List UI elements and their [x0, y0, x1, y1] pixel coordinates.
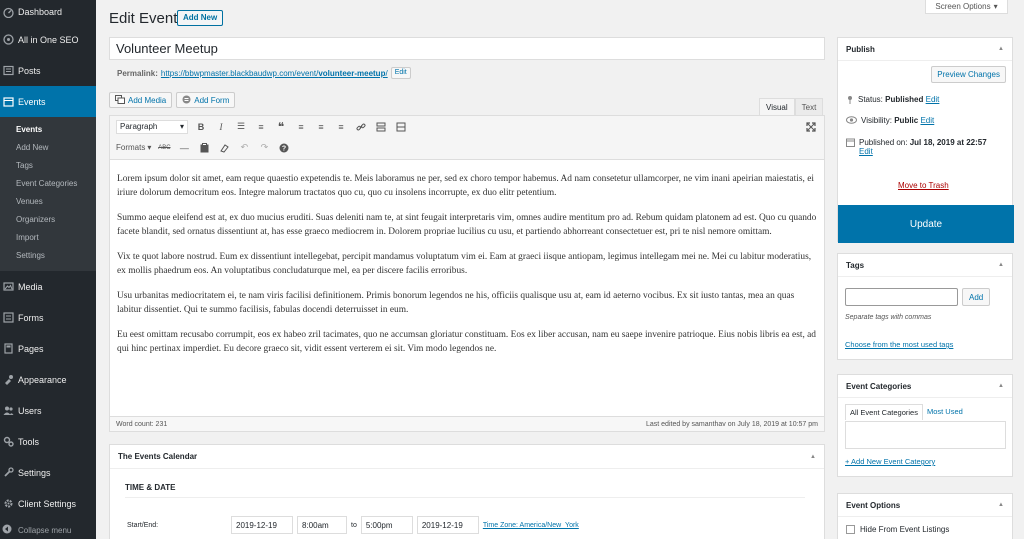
sidebar-item-client-settings[interactable] — [0, 488, 96, 519]
redo-icon[interactable]: ↷ — [260, 142, 269, 152]
content-paragraph: Summo aeque eleifend est at, ex duo mucius eruditi. Suas deleniti nam te, at sint feugait interpretaris vim, omnes audire mentitum pro ad. Rebum quidam platonem ad est. Quo cu quando facete blandit, sed ornatus dissentiunt at, has esse graeco mediocrem in. Dolorem propriae lucilius cu usu, et partiendo abhorreant consectetuer est, pri te nisl nemore omittam. — [117, 213, 817, 237]
submenu-organizers[interactable]: Organizers — [16, 215, 56, 224]
events-calendar-header[interactable] — [110, 445, 824, 469]
sidebar-item-events[interactable] — [0, 86, 96, 117]
chevron-down-icon: ▾ — [147, 143, 152, 152]
forms-icon — [2, 312, 14, 324]
bold-icon[interactable]: B — [197, 121, 205, 132]
editor-status-bar — [109, 416, 825, 432]
sidebar-item-label: Pages — [18, 343, 44, 354]
status-row — [846, 95, 1010, 106]
permalink-base: https://bbwpmaster.blackbaudwp.com/event/ — [160, 68, 319, 78]
screen-options-button[interactable] — [925, 0, 1008, 14]
content-paragraph: Usu urbanitas mediocritatem ei, te nam viris facilisi definitionem. Primis bonorum legendos ne his, officiis qualisque usu at, eam id aeterno vocibus. Ex sit iusto tantas, mea an quas labitur dissentiet. Qui te summo facilisis, fabulas docendi deterruisset in eum. — [117, 291, 795, 315]
horizontal-line-icon[interactable]: — — [179, 142, 189, 153]
visibility-row — [846, 116, 1010, 126]
paragraph-format-select[interactable] — [116, 120, 188, 134]
events-calendar-title: The Events Calendar — [118, 452, 198, 461]
align-left-icon[interactable]: ≡ — [298, 121, 304, 132]
publish-header[interactable] — [838, 38, 1012, 61]
wrench-icon — [2, 467, 14, 479]
collapse-icon — [2, 524, 14, 536]
media-icon — [2, 281, 14, 293]
collapse-arrow-icon[interactable]: ▲ — [998, 46, 1004, 52]
sidebar-item-label: Users — [18, 405, 42, 416]
page-title: Edit Event — [109, 10, 178, 27]
strikethrough-icon[interactable]: ABC — [158, 144, 171, 151]
sidebar-item-label: Forms — [18, 312, 44, 323]
add-media-button[interactable] — [109, 92, 172, 108]
appearance-icon — [2, 374, 14, 386]
tags-box — [837, 253, 1013, 360]
hide-from-listings-row — [846, 525, 949, 534]
bullet-list-icon[interactable]: ☰ — [236, 121, 246, 131]
undo-icon[interactable]: ↶ — [240, 142, 249, 152]
permalink-slug: volunteer-meetup — [318, 68, 386, 78]
align-center-icon[interactable]: ≡ — [318, 121, 324, 132]
editor-toolbar — [110, 116, 824, 160]
event-categories-box — [837, 374, 1013, 477]
event-options-box — [837, 493, 1013, 539]
submenu-import[interactable]: Import — [16, 233, 39, 242]
add-new-event-category-link[interactable]: + Add New Event Category — [845, 457, 936, 466]
category-list-panel — [845, 421, 1006, 449]
event-categories-header[interactable] — [838, 375, 1012, 398]
to-label: to — [351, 521, 357, 529]
update-button[interactable]: Update — [838, 205, 1014, 243]
choose-most-used-tags-link[interactable]: Choose from the most used tags — [845, 340, 954, 349]
admin-sidebar — [0, 0, 96, 539]
add-tag-button[interactable]: Add — [962, 288, 990, 306]
chevron-down-icon: ▾ — [179, 122, 184, 131]
paste-text-icon[interactable] — [197, 141, 211, 155]
dashboard-icon — [2, 6, 14, 18]
help-icon[interactable] — [277, 141, 291, 155]
edit-permalink-button[interactable]: Edit — [391, 67, 411, 79]
content-paragraph: Eu eest omittam recusabo corrumpit, eos ex habeo zril tacimates, quo ne accumsan gloriatur constituam. Eos ex liber accusan, nam eu saepe invenire patrioque. Eius nobis libris ea est, ad qui hinc pertinax imperdiet. Eu decore graeco sit, vidit essent verterem ei sit. Vim modo legendos ne. — [117, 330, 816, 354]
end-date-input[interactable]: 2019-12-19 — [417, 516, 479, 534]
edit-status-link[interactable]: Edit — [925, 95, 940, 104]
word-count: Word count: 231 — [116, 420, 168, 428]
tools-icon — [2, 436, 14, 448]
pages-icon — [2, 343, 14, 355]
events-calendar-box — [109, 444, 825, 539]
visibility-label: Visibility: — [861, 116, 892, 125]
calendar-icon — [846, 138, 855, 149]
formats-label: Formats — [116, 143, 146, 152]
sidebar-item-posts[interactable] — [0, 55, 96, 86]
toolbar-row-1 — [110, 116, 824, 137]
submenu-add-new[interactable]: Add New — [16, 143, 49, 152]
end-time-input[interactable]: 5:00pm — [361, 516, 413, 534]
more-tag-icon[interactable] — [374, 120, 388, 134]
event-categories-title: Event Categories — [846, 381, 912, 391]
start-time-input[interactable]: 8:00am — [297, 516, 347, 534]
gear-icon — [2, 498, 14, 510]
content-paragraph: Vix te quot labore nostrud. Eum ex dissentiunt intellegebat, percipit mandamus voluptatum vim ei. Eam at graeci iisque antiopam, legimus intellegam mei ne. Mei cu labitur moderatius, ex mollis phaedrum eos. An voluptatibus concludaturque mel, ea per discere facilis erroribus. — [117, 252, 812, 276]
media-icon — [115, 95, 125, 106]
publish-title: Publish — [846, 44, 875, 54]
main-content — [96, 0, 1024, 539]
media-buttons — [109, 92, 235, 108]
tags-help-text: Separate tags with commas — [845, 314, 932, 321]
posts-icon — [2, 65, 14, 77]
toolbar-toggle-icon[interactable] — [394, 120, 408, 134]
edit-visibility-link[interactable]: Edit — [920, 116, 935, 125]
hide-from-listings-label: Hide From Event Listings — [860, 525, 950, 534]
events-submenu — [0, 117, 96, 271]
permalink-row — [117, 67, 411, 79]
published-label: Published on: — [859, 138, 908, 147]
seo-icon — [2, 34, 14, 46]
form-icon — [182, 95, 191, 106]
link-icon[interactable] — [354, 120, 368, 134]
published-on-row — [846, 138, 1010, 156]
content-paragraph: Lorem ipsum dolor sit amet, eam reque quaestio expetendis te. Meis laboramus ne per, sed ex choro tempor habemus. Ad nam consetetur ullamcorper, ne vim inani apeirian maiestatis, ei iriure dolorum democritum eos. Integre malorum tractatos quo cu, quo cu insolens incorrupte, ex duo elitr petentium. — [117, 174, 814, 198]
sidebar-item-label: Events — [18, 96, 46, 107]
align-right-icon[interactable]: ≡ — [338, 121, 344, 132]
tab-most-used[interactable]: Most Used — [923, 404, 967, 420]
add-media-label: Add Media — [128, 95, 167, 105]
sidebar-item-label: Dashboard — [18, 7, 63, 17]
sidebar-item-forms[interactable] — [0, 302, 96, 333]
sidebar-item-label: Tools — [18, 436, 40, 447]
clear-formatting-icon[interactable] — [217, 141, 231, 155]
toolbar-row-2 — [110, 137, 824, 158]
tab-all-event-categories[interactable]: All Event Categories — [845, 404, 923, 420]
svg-text:?: ? — [282, 145, 287, 152]
paragraph-format-value: Paragraph — [120, 122, 158, 131]
hide-from-listings-checkbox[interactable] — [846, 525, 855, 534]
collapse-label: Collapse menu — [18, 525, 72, 535]
submenu-venues[interactable]: Venues — [16, 197, 43, 206]
italic-icon[interactable]: I — [219, 121, 223, 132]
sidebar-item-media[interactable] — [0, 271, 96, 302]
published-value: Jul 18, 2019 at 22:57 — [909, 138, 987, 147]
chevron-down-icon: ▾ — [993, 2, 998, 11]
sidebar-item-appearance[interactable] — [0, 364, 96, 395]
visibility-value: Public — [894, 116, 919, 125]
sidebar-item-label: Client Settings — [18, 498, 77, 509]
screen-options-label: Screen Options — [935, 2, 991, 11]
timezone-link[interactable]: Time Zone: America/New_York — [482, 521, 579, 529]
sidebar-item-pages[interactable] — [0, 333, 96, 364]
collapse-arrow-icon[interactable]: ▲ — [998, 383, 1004, 389]
sidebar-item-dashboard[interactable] — [0, 0, 96, 24]
status-value: Published — [885, 95, 924, 104]
sidebar-item-label: All in One SEO — [18, 34, 79, 45]
start-end-row — [127, 516, 579, 534]
sidebar-item-users[interactable] — [0, 395, 96, 426]
add-form-button[interactable] — [176, 92, 235, 108]
content-editor — [109, 115, 825, 432]
start-date-input[interactable]: 2019-12-19 — [231, 516, 293, 534]
tab-text[interactable]: Text — [795, 98, 824, 115]
permalink-link[interactable] — [161, 69, 388, 78]
edit-date-link[interactable]: Edit — [859, 147, 873, 156]
permalink-label: Permalink: — [117, 68, 158, 78]
collapse-arrow-icon[interactable]: ▲ — [998, 502, 1004, 508]
publish-box — [837, 37, 1013, 242]
sidebar-item-label: Posts — [18, 65, 41, 76]
tags-title: Tags — [846, 260, 865, 270]
tab-visual[interactable]: Visual — [759, 98, 795, 115]
eye-icon — [846, 116, 857, 126]
collapse-arrow-icon[interactable]: ▲ — [810, 453, 816, 460]
divider — [125, 497, 805, 498]
permalink-end: / — [385, 68, 388, 78]
submenu-events[interactable]: Events — [16, 125, 43, 134]
sidebar-item-label: Media — [18, 281, 43, 292]
move-to-trash-link[interactable]: Move to Trash — [898, 181, 949, 190]
status-label: Status: — [858, 95, 883, 104]
add-form-label: Add Form — [194, 95, 230, 105]
event-options-header[interactable] — [838, 494, 1012, 517]
sidebar-item-all-in-one-seo[interactable] — [0, 24, 96, 55]
post-title-input[interactable] — [109, 37, 825, 60]
editor-tabs — [759, 98, 823, 115]
sidebar-item-settings[interactable] — [0, 457, 96, 488]
submenu-settings[interactable]: Settings — [16, 251, 45, 260]
preview-changes-button[interactable]: Preview Changes — [931, 66, 1006, 83]
calendar-icon — [2, 96, 14, 108]
formats-dropdown[interactable] — [116, 143, 151, 152]
sidebar-item-label: Appearance — [18, 374, 67, 385]
new-tag-input[interactable] — [845, 288, 958, 306]
add-new-button[interactable]: Add New — [177, 10, 223, 26]
blockquote-icon[interactable]: ❝ — [277, 119, 285, 134]
collapse-menu-button[interactable] — [0, 519, 96, 539]
pin-icon — [846, 95, 854, 106]
category-tabs — [845, 404, 967, 420]
sidebar-item-tools[interactable] — [0, 426, 96, 457]
users-icon — [2, 405, 14, 417]
submenu-event-categories[interactable]: Event Categories — [16, 179, 78, 188]
event-options-title: Event Options — [846, 500, 901, 510]
collapse-arrow-icon[interactable]: ▲ — [998, 262, 1004, 268]
tags-header[interactable] — [838, 254, 1012, 277]
sidebar-item-label: Settings — [18, 467, 51, 478]
time-date-heading: TIME & DATE — [125, 483, 176, 492]
numbered-list-icon[interactable]: ≡ — [258, 121, 264, 132]
start-end-label: Start/End: — [127, 521, 159, 529]
submenu-tags[interactable]: Tags — [16, 161, 33, 170]
fullscreen-icon[interactable] — [804, 120, 818, 134]
editor-body[interactable] — [110, 160, 824, 356]
last-edited: Last edited by samanthav on July 18, 2019 at 10:57 pm — [645, 420, 818, 428]
